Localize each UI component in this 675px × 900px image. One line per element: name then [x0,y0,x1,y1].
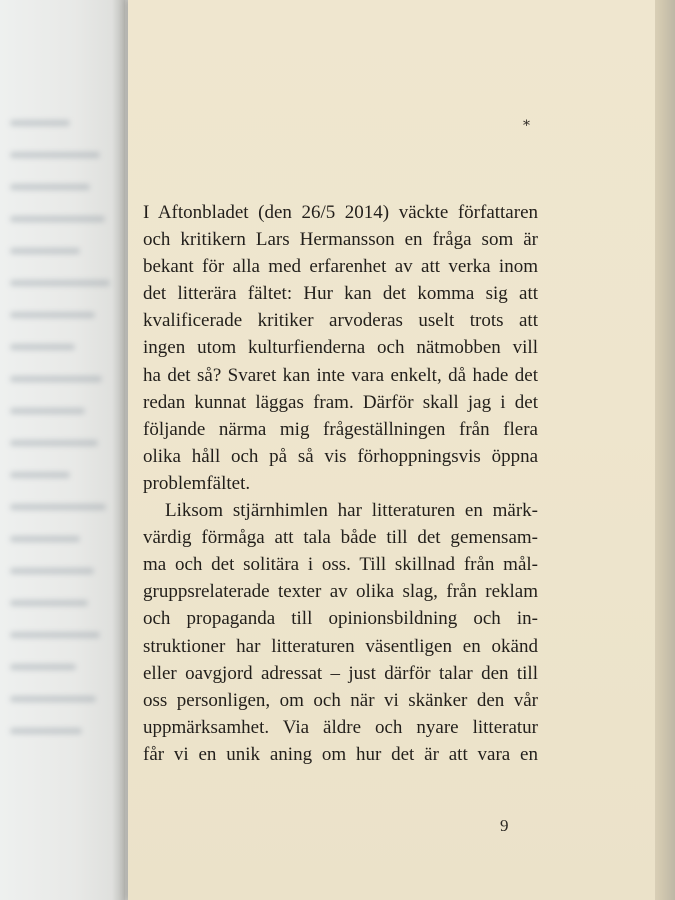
text-line: struktioner har litteraturen väsentligen en okänd [143,635,538,657]
section-marker: * [523,118,530,134]
text-line: uppmärksamhet. Via äldre och nyare litteratur [143,716,538,738]
text-line: och kritikern Lars Hermansson en fråga som är [143,229,538,251]
text-line: oss personligen, om och när vi skänker den vår [143,689,538,711]
paragraph-1 [143,199,538,497]
paragraph-2 [143,497,538,768]
text-line: I Aftonbladet (den 26/5 2014) väckte författaren [143,202,538,223]
text-line: följande närma mig frågeställningen från flera [143,418,538,440]
text-line: kvalificerade kritiker arvoderas uselt trots att [143,310,538,332]
text-line: gruppsrelaterade texter av olika slag, från reklam [143,581,538,603]
facing-page-blurred [0,0,125,900]
text-line: och propaganda till opinionsbildning och in- [143,608,538,630]
text-line: det litterära fältet: Hur kan det komma sig att [143,283,538,305]
text-line: olika håll och på så vis förhoppningsvis öppna [143,445,538,467]
text-line: Liksom stjärnhimlen har litteraturen en märk- [165,500,538,522]
text-line: redan kunnat läggas fram. Därför skall jag i det [143,391,538,413]
text-line: problemfältet. [143,472,251,494]
text-line: får vi en unik aning om hur det är att vara en [143,743,538,765]
text-line: ma och det solitära i oss. Till skillnad från mål- [143,554,538,576]
text-line: bekant för alla med erfarenhet av att verka inom [143,256,538,278]
page-edge [655,0,675,900]
page-number: 9 [500,816,509,835]
text-line: värdig förmåga att tala både till det gemensam- [143,527,538,549]
text-line: ha det så? Svaret kan inte vara enkelt, då hade det [143,364,538,386]
blurred-text-lines [0,120,125,820]
text-line: eller oavgjord adressat – just därför talar den till [143,662,538,684]
body-text [143,199,538,768]
text-line: ingen utom kulturfienderna och nätmobben vill [143,337,538,359]
